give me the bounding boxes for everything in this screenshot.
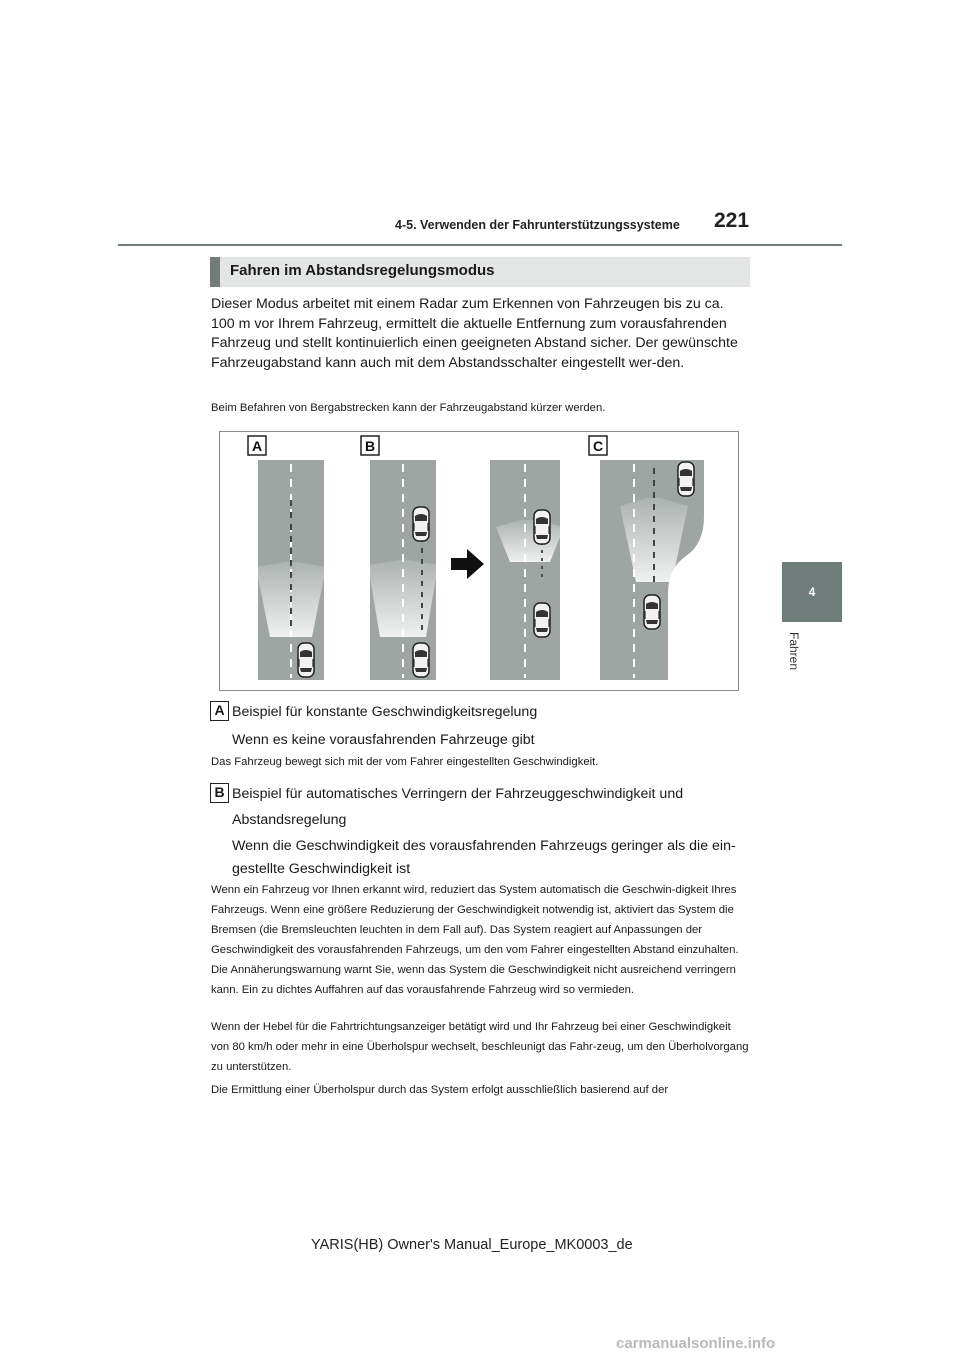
caption-b-title-line1: Beispiel für automatisches Verringern der Fahrzeuggeschwindigkeit und <box>232 786 684 802</box>
watermark: carmanualsonline.info <box>616 1335 776 1352</box>
note-lane-change: Wenn der Hebel für die Fahrtrichtungsanzeiger betätigt wird und Ihr Fahrzeug bei einer Geschwindigkeit von 80 km/h oder mehr in eine Überholspur wechselt, beschleunigt das Fahr-zeug, um den Überholvorgang zu unterstützen. <box>211 1021 749 1073</box>
page-number: 221 <box>714 209 750 232</box>
caption-b-subtitle-line2: gestellte Geschwindigkeit ist <box>232 861 411 877</box>
chapter-label <box>787 632 801 678</box>
note-grade: Beim Befahren von Bergabstrecken kann der Fahrzeugabstand kürzer werden. <box>211 402 606 414</box>
running-header: 4-5. Verwenden der Fahrunterstützungssysteme <box>395 218 680 232</box>
transition-arrow-icon <box>451 549 484 579</box>
caption-b-title-line2: Abstandsregelung <box>232 812 347 828</box>
caption-b-subtitle-line1: Wenn die Geschwindigkeit des vorausfahrenden Fahrzeugs geringer als die ein- <box>232 838 736 854</box>
caption-a-subtitle: Wenn es keine vorausfahrenden Fahrzeuge gibt <box>232 732 535 748</box>
chapter-label-text: Fahren <box>787 632 801 671</box>
caption-b-note: Wenn ein Fahrzeug vor Ihnen erkannt wird, reduziert das System automatisch die Geschwin-digkeit Ihres Fahrzeugs. Wenn eine größere Reduzierung der Geschwindigkeit notwendig ist, aktiviert das System die Bremsen (die Bremsleuchten leuchten in dem Fall auf). Das System reagiert auf Anpassungen der Geschwindigkeit des vorausfahrenden Fahrzeugs, um den vom Fahrer eingestellten Abstand einzuhalten. Die Annäherungswarnung warnt Sie, wenn das System die Geschwindigkeit nicht ausreichend verringern kann. Ein zu dichtes Auffahren auf das vorausfahrende Fahrzeug wird so vermieden. <box>211 884 739 996</box>
note-overtaking-lane: Die Ermittlung einer Überholspur durch das System erfolgt ausschließlich basierend auf der <box>211 1084 669 1096</box>
caption-a-note: Das Fahrzeug bewegt sich mit der vom Fahrer eingestellten Geschwindigkeit. <box>211 756 599 768</box>
caption-b-marker: B <box>210 783 229 803</box>
chapter-number: 4 <box>808 585 816 599</box>
intro-paragraph: Dieser Modus arbeitet mit einem Radar zum Erkennen von Fahrzeugen bis zu ca. 100 m vor Ihrem Fahrzeug, ermittelt die aktuelle Entfernung zum vorausfahrenden Fahrzeug und stellt kontinuierlich einen geeigneten Abstand sicher. Der gewünschte Fahrzeugabstand kann auch mit dem Abstandsschalter eingestellt wer-den. <box>211 296 738 371</box>
diagram-label-a-text: A <box>251 438 263 454</box>
acc-diagram <box>219 431 739 691</box>
caption-a-marker: A <box>210 701 229 721</box>
section-heading: Fahren im Abstandsregelungsmodus <box>210 257 750 287</box>
header-rule <box>118 244 842 246</box>
chapter-tab[interactable] <box>782 562 842 622</box>
road-b-after <box>490 460 564 680</box>
diagram-label-b-text: B <box>364 438 376 454</box>
acc-diagram-illustration <box>220 432 740 692</box>
diagram-label-c-text: C <box>592 438 604 454</box>
road-a <box>256 460 326 680</box>
diagram-label-c <box>589 436 607 455</box>
road-b <box>368 460 438 680</box>
diagram-label-a <box>248 436 266 455</box>
footer-manual-id: YARIS(HB) Owner's Manual_Europe_MK0003_de <box>311 1237 633 1253</box>
road-c <box>600 460 704 680</box>
caption-a-title: Beispiel für konstante Geschwindigkeitsregelung <box>232 704 538 720</box>
diagram-label-b <box>361 436 379 455</box>
